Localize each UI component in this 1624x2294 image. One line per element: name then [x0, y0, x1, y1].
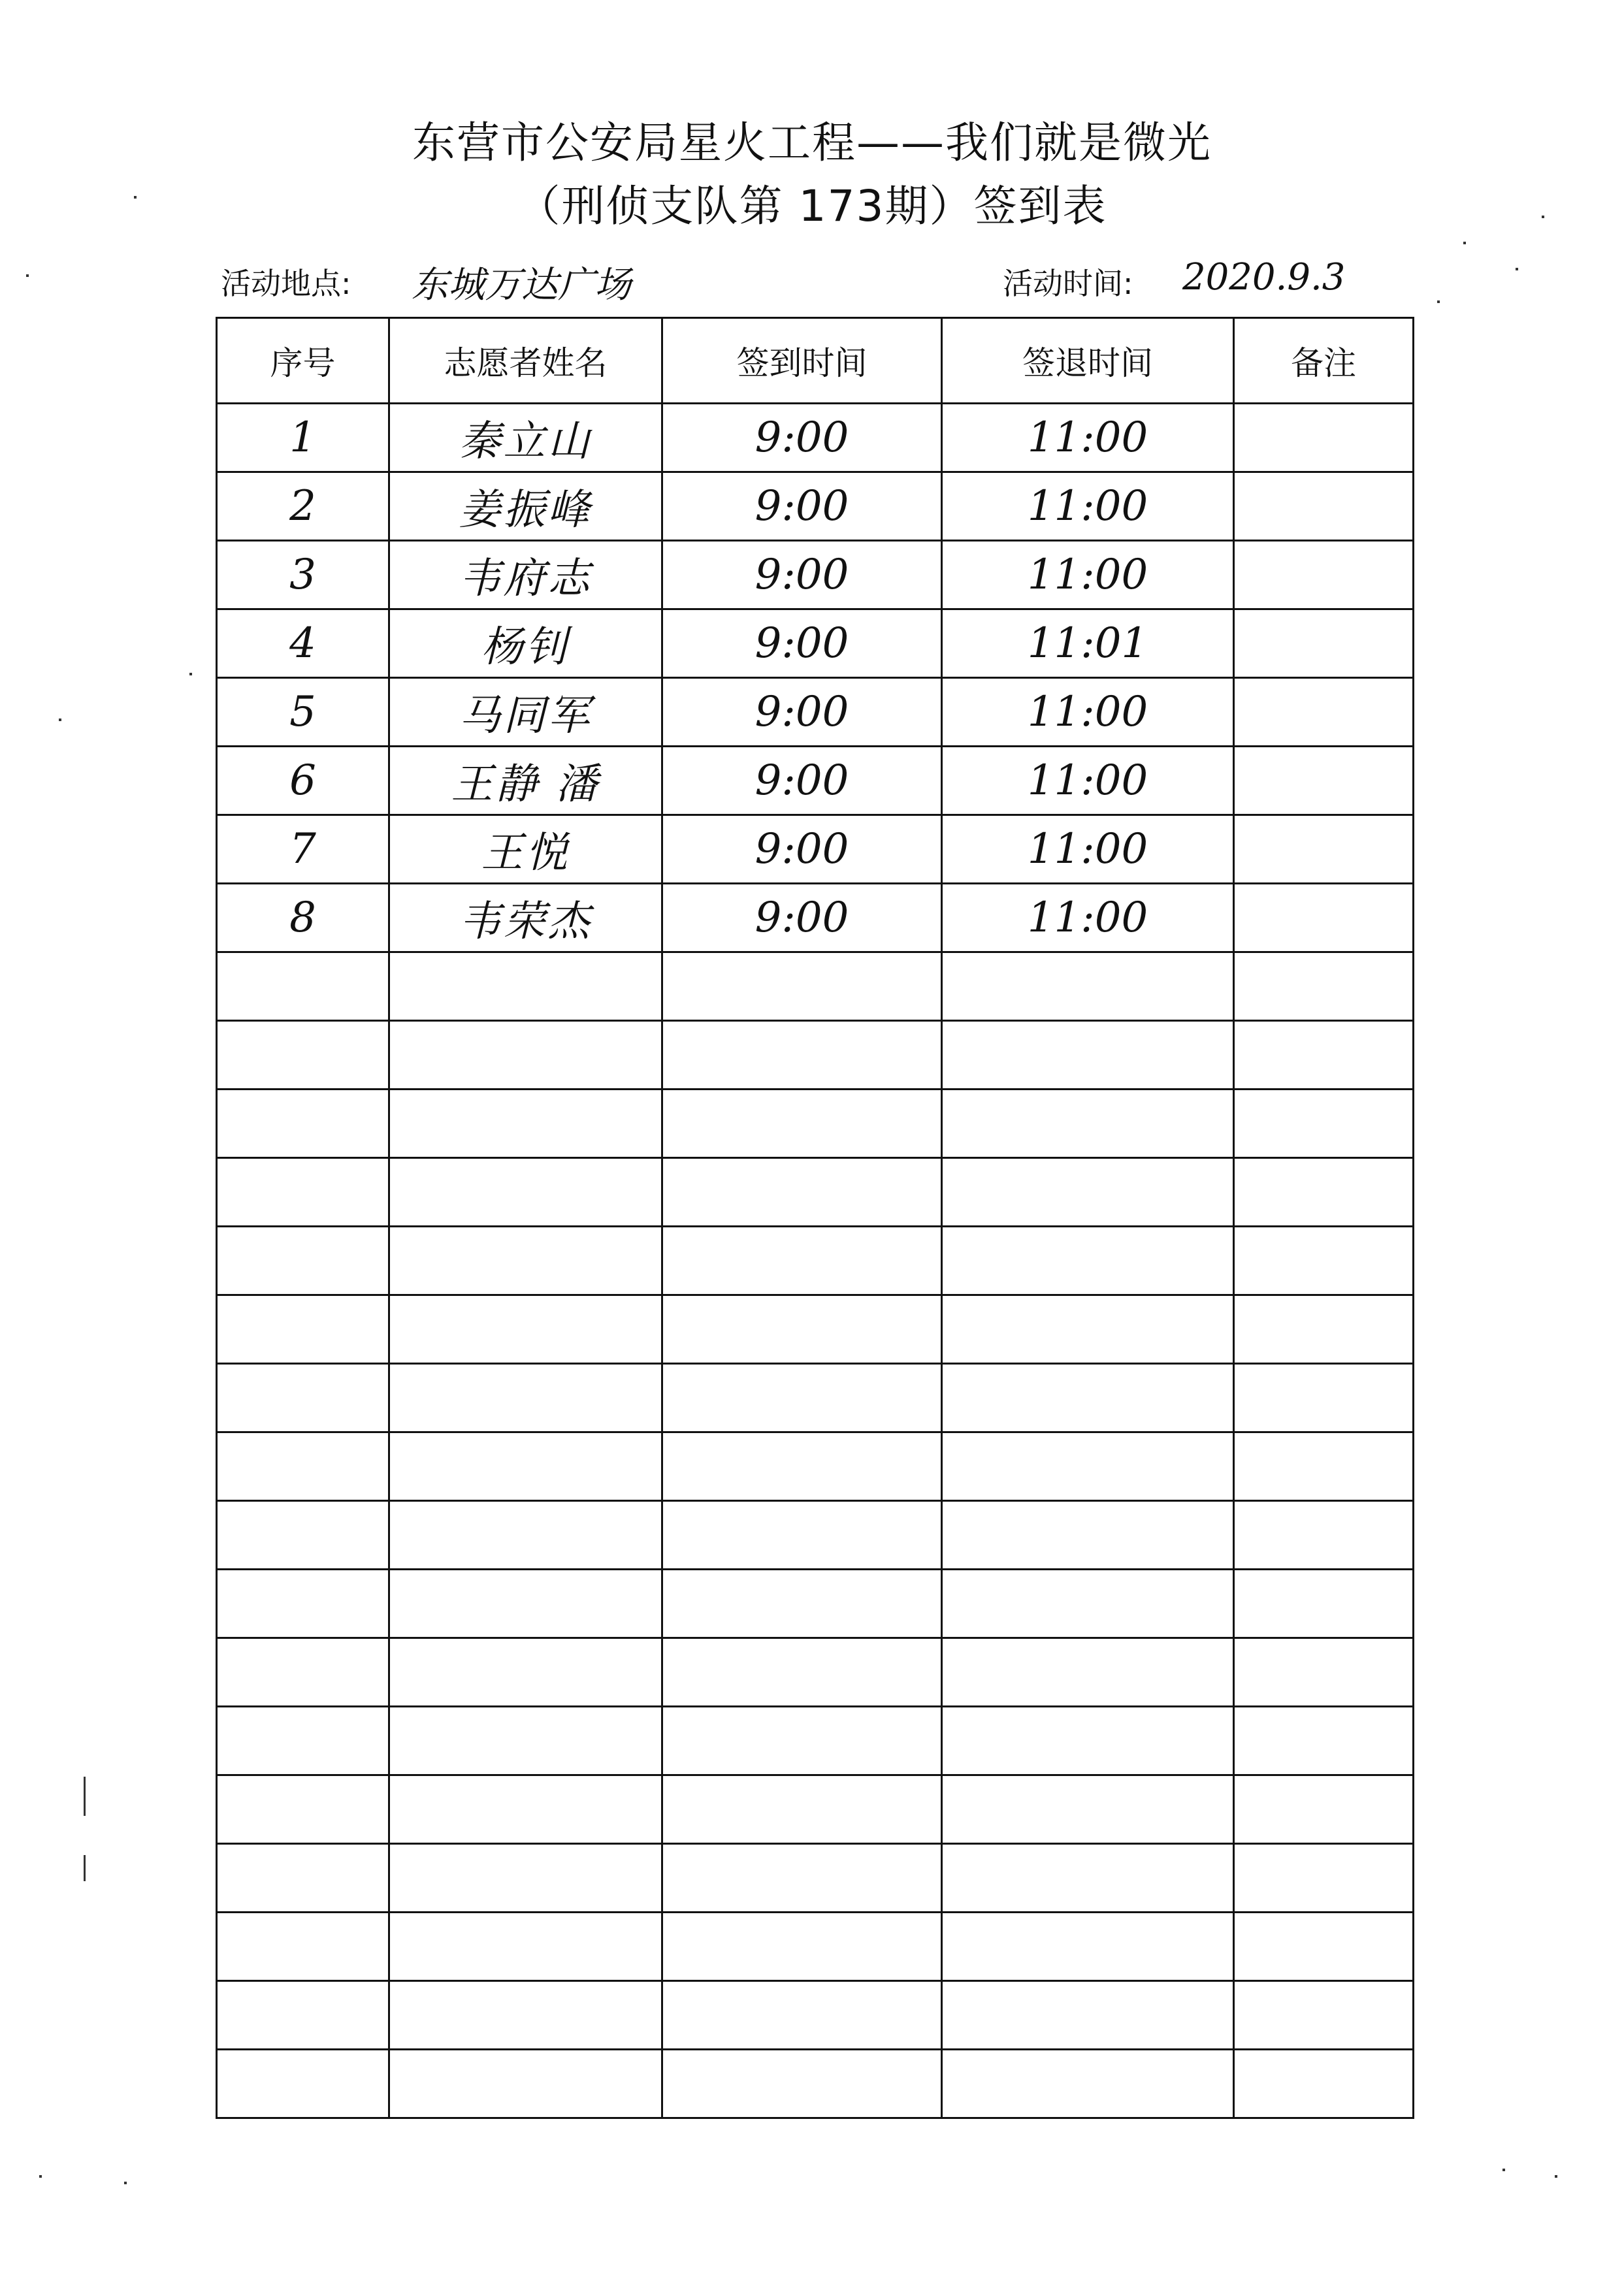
- empty-cell: [1234, 952, 1414, 1021]
- empty-cell: [389, 1570, 662, 1638]
- empty-cell: [942, 1432, 1234, 1501]
- cell-checkin-time: [662, 541, 942, 609]
- empty-cell: [942, 1913, 1234, 1981]
- scan-speck: [1542, 216, 1544, 218]
- cell-checkout-time: [942, 884, 1234, 952]
- scan-speck: [1437, 300, 1440, 303]
- time-label: 活动时间:: [1003, 266, 1133, 301]
- empty-table-row: [217, 1295, 1414, 1364]
- empty-cell: [389, 1227, 662, 1295]
- scan-speck: [189, 673, 192, 675]
- empty-cell: [1234, 1158, 1414, 1227]
- cell-note: [1234, 678, 1414, 747]
- empty-cell: [942, 2050, 1234, 2118]
- header-number: 序号: [217, 318, 389, 404]
- empty-cell: [942, 1501, 1234, 1570]
- cell-checkout-time: [942, 815, 1234, 884]
- empty-table-row: [217, 952, 1414, 1021]
- empty-cell: [662, 1501, 942, 1570]
- checkin-time-text: 9:00: [755, 688, 849, 736]
- checkout-time-text: 11:01: [1027, 619, 1148, 668]
- time-value: 2020.9.3: [1182, 256, 1346, 299]
- table-row: [217, 472, 1414, 541]
- header-checkin-time: 签到时间: [662, 318, 942, 404]
- cell-volunteer-name: [389, 747, 662, 815]
- checkin-time-text: 9:00: [755, 619, 849, 668]
- empty-table-row: [217, 1158, 1414, 1227]
- empty-table-row: [217, 1638, 1414, 1707]
- cell-checkin-time: [662, 678, 942, 747]
- scan-speck: [1555, 2175, 1557, 2178]
- empty-cell: [942, 1981, 1234, 2050]
- empty-cell: [1234, 1227, 1414, 1295]
- empty-cell: [1234, 1913, 1414, 1981]
- table-row: [217, 609, 1414, 678]
- table-row: [217, 404, 1414, 472]
- empty-cell: [389, 1913, 662, 1981]
- cell-checkin-time: [662, 472, 942, 541]
- empty-table-row: [217, 1913, 1414, 1981]
- row-number-text: 4: [289, 619, 316, 668]
- table-header-row: [217, 318, 1414, 404]
- empty-cell: [662, 1844, 942, 1913]
- empty-cell: [1234, 1364, 1414, 1432]
- cell-volunteer-name: [389, 541, 662, 609]
- empty-table-row: [217, 1775, 1414, 1844]
- cell-checkin-time: [662, 404, 942, 472]
- empty-cell: [1234, 1021, 1414, 1090]
- empty-cell: [662, 1981, 942, 2050]
- table-row: [217, 678, 1414, 747]
- table-row: [217, 541, 1414, 609]
- cell-note: [1234, 541, 1414, 609]
- empty-table-row: [217, 2050, 1414, 2118]
- cell-checkin-time: [662, 815, 942, 884]
- scan-speck: [39, 2175, 42, 2178]
- checkout-time-text: 11:00: [1027, 482, 1148, 530]
- empty-cell: [389, 1158, 662, 1227]
- volunteer-name-text: 姜振峰: [459, 486, 593, 534]
- empty-cell: [662, 1090, 942, 1158]
- table-row: [217, 884, 1414, 952]
- empty-table-row: [217, 1432, 1414, 1501]
- empty-cell: [217, 1775, 389, 1844]
- cell-checkout-time: [942, 404, 1234, 472]
- scan-speck: [84, 1777, 86, 1816]
- empty-cell: [217, 952, 389, 1021]
- empty-cell: [662, 1432, 942, 1501]
- empty-cell: [942, 1227, 1234, 1295]
- empty-cell: [662, 1021, 942, 1090]
- empty-cell: [389, 1981, 662, 2050]
- empty-cell: [217, 1021, 389, 1090]
- table-row: [217, 815, 1414, 884]
- empty-cell: [389, 1295, 662, 1364]
- empty-cell: [389, 1501, 662, 1570]
- row-number-text: 1: [289, 413, 316, 462]
- scan-speck: [1463, 242, 1466, 244]
- cell-row-number: [217, 404, 389, 472]
- checkout-time-text: 11:00: [1027, 894, 1148, 942]
- checkout-time-text: 11:00: [1027, 551, 1148, 599]
- cell-note: [1234, 815, 1414, 884]
- empty-table-row: [217, 1364, 1414, 1432]
- scan-speck: [26, 274, 29, 277]
- empty-cell: [217, 1501, 389, 1570]
- scan-speck: [124, 2182, 127, 2184]
- cell-checkout-time: [942, 747, 1234, 815]
- table-body: [217, 404, 1414, 2118]
- cell-note: [1234, 884, 1414, 952]
- empty-cell: [662, 1295, 942, 1364]
- empty-cell: [1234, 1775, 1414, 1844]
- scan-speck: [59, 719, 61, 721]
- empty-cell: [1234, 1432, 1414, 1501]
- empty-cell: [217, 1158, 389, 1227]
- empty-cell: [217, 1707, 389, 1775]
- empty-cell: [389, 1844, 662, 1913]
- volunteer-name-text: 秦立山: [459, 417, 593, 466]
- row-number-text: 6: [289, 756, 316, 805]
- empty-table-row: [217, 1501, 1414, 1570]
- empty-cell: [217, 1570, 389, 1638]
- empty-table-row: [217, 1227, 1414, 1295]
- empty-cell: [389, 1364, 662, 1432]
- empty-cell: [662, 2050, 942, 2118]
- empty-cell: [1234, 1570, 1414, 1638]
- empty-cell: [662, 1570, 942, 1638]
- row-number-text: 8: [289, 894, 316, 942]
- cell-volunteer-name: [389, 678, 662, 747]
- cell-row-number: [217, 884, 389, 952]
- volunteer-name-text: 王悦: [481, 829, 570, 877]
- volunteer-name-text: 杨钊: [481, 623, 570, 671]
- row-number-text: 5: [289, 688, 316, 736]
- cell-volunteer-name: [389, 815, 662, 884]
- empty-table-row: [217, 1570, 1414, 1638]
- empty-cell: [942, 1364, 1234, 1432]
- checkin-time-text: 9:00: [755, 756, 849, 805]
- cell-row-number: [217, 609, 389, 678]
- cell-row-number: [217, 472, 389, 541]
- empty-cell: [942, 1295, 1234, 1364]
- checkin-time-text: 9:00: [755, 482, 849, 530]
- empty-cell: [389, 1021, 662, 1090]
- empty-cell: [1234, 1707, 1414, 1775]
- page-title-line2: （刑侦支队第 173期）签到表: [517, 181, 1107, 231]
- empty-cell: [389, 2050, 662, 2118]
- row-number-text: 7: [289, 825, 316, 873]
- empty-cell: [217, 1913, 389, 1981]
- scan-speck: [84, 1855, 86, 1881]
- location-label: 活动地点:: [221, 266, 351, 301]
- empty-cell: [389, 1432, 662, 1501]
- scan-speck: [134, 196, 137, 199]
- empty-cell: [217, 1981, 389, 2050]
- empty-table-row: [217, 1090, 1414, 1158]
- cell-checkout-time: [942, 609, 1234, 678]
- sign-in-table: [216, 317, 1414, 2119]
- cell-row-number: [217, 541, 389, 609]
- cell-note: [1234, 404, 1414, 472]
- empty-cell: [662, 1158, 942, 1227]
- cell-volunteer-name: [389, 472, 662, 541]
- checkin-time-text: 9:00: [755, 894, 849, 942]
- empty-cell: [1234, 1638, 1414, 1707]
- row-number-text: 2: [289, 482, 316, 530]
- empty-table-row: [217, 1021, 1414, 1090]
- checkout-time-text: 11:00: [1027, 825, 1148, 873]
- empty-cell: [217, 1432, 389, 1501]
- empty-cell: [217, 1844, 389, 1913]
- empty-cell: [662, 1913, 942, 1981]
- volunteer-name-text: 韦荣杰: [459, 897, 593, 946]
- page-title-line1: 东营市公安局星火工程——我们就是微光: [412, 118, 1212, 168]
- empty-cell: [217, 1638, 389, 1707]
- empty-cell: [942, 1570, 1234, 1638]
- empty-cell: [1234, 2050, 1414, 2118]
- empty-cell: [1234, 1501, 1414, 1570]
- header-note: 备注: [1234, 318, 1414, 404]
- empty-cell: [942, 1775, 1234, 1844]
- checkout-time-text: 11:00: [1027, 413, 1148, 462]
- cell-note: [1234, 472, 1414, 541]
- empty-cell: [942, 1158, 1234, 1227]
- cell-row-number: [217, 678, 389, 747]
- checkin-time-text: 9:00: [755, 825, 849, 873]
- volunteer-name-text: 王静 潘: [451, 760, 600, 809]
- empty-table-row: [217, 1844, 1414, 1913]
- cell-volunteer-name: [389, 404, 662, 472]
- checkout-time-text: 11:00: [1027, 688, 1148, 736]
- location-value: 东城万达广场: [412, 264, 631, 306]
- empty-cell: [942, 952, 1234, 1021]
- empty-cell: [942, 1844, 1234, 1913]
- cell-checkout-time: [942, 472, 1234, 541]
- empty-cell: [217, 1227, 389, 1295]
- empty-cell: [389, 952, 662, 1021]
- volunteer-name-text: 韦府志: [459, 555, 593, 603]
- cell-note: [1234, 747, 1414, 815]
- empty-cell: [217, 2050, 389, 2118]
- header-checkout-time: 签退时间: [942, 318, 1234, 404]
- scan-speck: [1502, 2169, 1505, 2171]
- empty-cell: [217, 1090, 389, 1158]
- cell-row-number: [217, 815, 389, 884]
- empty-cell: [389, 1090, 662, 1158]
- empty-cell: [217, 1364, 389, 1432]
- cell-checkin-time: [662, 884, 942, 952]
- empty-cell: [942, 1021, 1234, 1090]
- empty-cell: [1234, 1844, 1414, 1913]
- cell-row-number: [217, 747, 389, 815]
- cell-volunteer-name: [389, 609, 662, 678]
- empty-cell: [662, 1638, 942, 1707]
- empty-cell: [662, 952, 942, 1021]
- empty-cell: [389, 1775, 662, 1844]
- empty-cell: [1234, 1295, 1414, 1364]
- cell-note: [1234, 609, 1414, 678]
- empty-cell: [1234, 1090, 1414, 1158]
- cell-checkin-time: [662, 747, 942, 815]
- empty-cell: [217, 1295, 389, 1364]
- empty-cell: [942, 1707, 1234, 1775]
- empty-cell: [1234, 1981, 1414, 2050]
- checkin-time-text: 9:00: [755, 551, 849, 599]
- empty-cell: [662, 1227, 942, 1295]
- volunteer-name-text: 马同军: [459, 692, 593, 740]
- checkin-time-text: 9:00: [755, 413, 849, 462]
- empty-cell: [662, 1775, 942, 1844]
- cell-checkout-time: [942, 541, 1234, 609]
- empty-table-row: [217, 1981, 1414, 2050]
- cell-checkout-time: [942, 678, 1234, 747]
- empty-cell: [942, 1090, 1234, 1158]
- empty-cell: [389, 1638, 662, 1707]
- empty-cell: [942, 1638, 1234, 1707]
- cell-volunteer-name: [389, 884, 662, 952]
- table-row: [217, 747, 1414, 815]
- scan-speck: [1516, 268, 1518, 270]
- empty-cell: [662, 1364, 942, 1432]
- empty-cell: [389, 1707, 662, 1775]
- header-volunteer-name: 志愿者姓名: [389, 318, 662, 404]
- row-number-text: 3: [289, 551, 316, 599]
- checkout-time-text: 11:00: [1027, 756, 1148, 805]
- cell-checkin-time: [662, 609, 942, 678]
- empty-table-row: [217, 1707, 1414, 1775]
- empty-cell: [662, 1707, 942, 1775]
